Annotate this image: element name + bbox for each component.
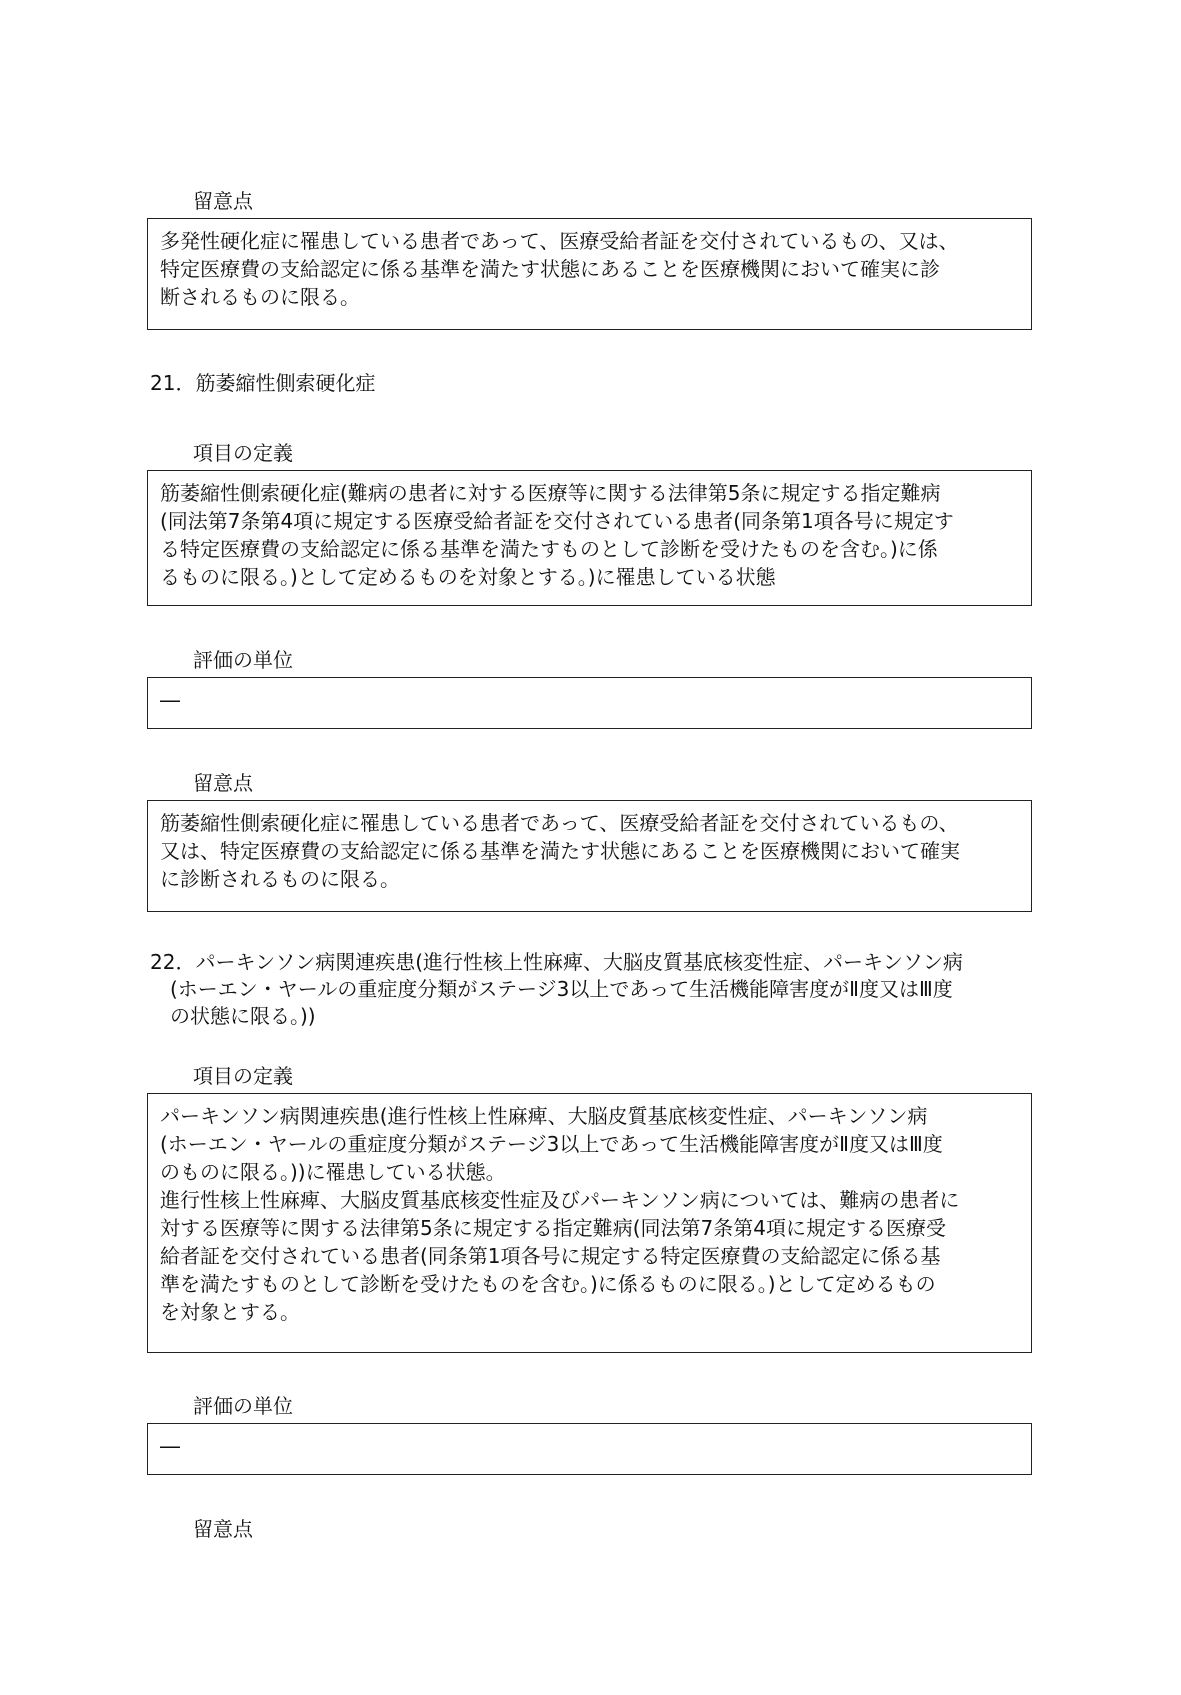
definition-label-22: 項目の定義 bbox=[193, 1064, 293, 1088]
unit-label-22: 評価の単位 bbox=[193, 1394, 293, 1418]
definition-line: (ホーエン・ヤールの重症度分類がステージ3以上であって生活機能障害度がⅡ度又はⅢ度 bbox=[160, 1132, 943, 1156]
definition-line: 進行性核上性麻痺、大脳皮質基底核変性症及びパーキンソン病については、難病の患者に bbox=[160, 1188, 960, 1212]
note-label-22: 留意点 bbox=[193, 1517, 253, 1541]
note-line: 多発性硬化症に罹患している患者であって、医療受給者証を交付されているもの、又は、 bbox=[160, 229, 959, 253]
unit-box-21 bbox=[147, 677, 1032, 729]
note-label-prev: 留意点 bbox=[193, 189, 253, 213]
section-21-heading: 21．筋萎縮性側索硬化症 bbox=[150, 371, 376, 395]
definition-line: 対する医療等に関する法律第5条に規定する指定難病(同法第7条第4項に規定する医療受 bbox=[160, 1216, 946, 1240]
unit-value: ― bbox=[160, 1434, 180, 1458]
definition-line: る特定医療費の支給認定に係る基準を満たすものとして診断を受けたものを含む。)に係 bbox=[160, 537, 938, 561]
definition-line: を対象とする。 bbox=[160, 1300, 300, 1324]
unit-box-22 bbox=[147, 1423, 1032, 1475]
definition-box-21 bbox=[147, 470, 1032, 606]
section-22-heading bbox=[150, 949, 963, 1030]
note-line: 特定医療費の支給認定に係る基準を満たす状態にあることを医療機関において確実に診 bbox=[160, 257, 940, 281]
definition-line: パーキンソン病関連疾患(進行性核上性麻痺、大脳皮質基底核変性症、パーキンソン病 bbox=[160, 1104, 928, 1128]
definition-line: 給者証を交付されている患者(同条第1項各号に規定する特定医療費の支給認定に係る基 bbox=[160, 1244, 941, 1268]
note-line: 筋萎縮性側索硬化症に罹患している患者であって、医療受給者証を交付されているもの、 bbox=[160, 811, 959, 835]
definition-line: るものに限る。)として定めるものを対象とする。)に罹患している状態 bbox=[160, 565, 776, 589]
note-line: 又は、特定医療費の支給認定に係る基準を満たす状態にあることを医療機関において確実 bbox=[160, 839, 960, 863]
note-box-prev bbox=[147, 218, 1032, 330]
unit-label-21: 評価の単位 bbox=[193, 648, 293, 672]
note-line: 断されるものに限る。 bbox=[160, 285, 360, 309]
heading-line: の状態に限る。)) bbox=[170, 1004, 316, 1028]
definition-label-21: 項目の定義 bbox=[193, 441, 293, 465]
note-box-21 bbox=[147, 800, 1032, 912]
heading-line: (ホーエン・ヤールの重症度分類がステージ3以上であって生活機能障害度がⅡ度又はⅢ度 bbox=[170, 977, 953, 1001]
definition-line: (同法第7条第4項に規定する医療受給者証を交付されている患者(同条第1項各号に規定す bbox=[160, 509, 954, 533]
definition-line: のものに限る。))に罹患している状態。 bbox=[160, 1160, 506, 1184]
unit-value: ― bbox=[160, 688, 180, 712]
heading-line: 22．パーキンソン病関連疾患(進行性核上性麻痺、大脳皮質基底核変性症、パーキンソン病 bbox=[150, 950, 963, 974]
definition-box-22 bbox=[147, 1093, 1032, 1353]
definition-line: 筋萎縮性側索硬化症(難病の患者に対する医療等に関する法律第5条に規定する指定難病 bbox=[160, 481, 941, 505]
definition-line: 準を満たすものとして診断を受けたものを含む。)に係るものに限る。)として定めるもの bbox=[160, 1272, 936, 1296]
note-line: に診断されるものに限る。 bbox=[160, 867, 400, 891]
note-label-21: 留意点 bbox=[193, 771, 253, 795]
